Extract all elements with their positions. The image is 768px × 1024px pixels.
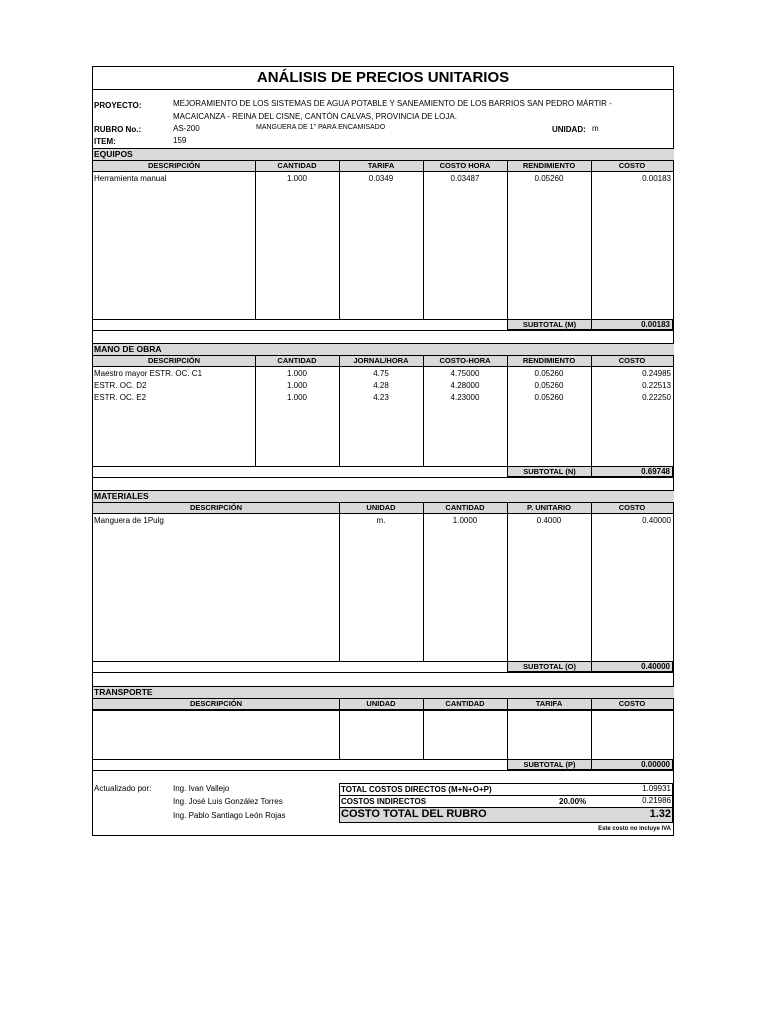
grid-line	[339, 503, 340, 661]
mano-obra-row-jornal: 4.28	[373, 381, 389, 390]
equipos-column-header	[93, 161, 673, 172]
grid-line	[339, 699, 340, 759]
total-rubro-value: 1.32	[649, 808, 671, 820]
mano-obra-row-rendimiento: 0.05260	[534, 369, 564, 378]
grid-line	[507, 503, 508, 673]
col-costo-hora: COSTO HORA	[439, 161, 491, 170]
rubro-label: RUBRO No.:	[94, 125, 142, 134]
rubro-value: AS-200	[173, 124, 200, 133]
col-costo: COSTO	[618, 161, 646, 170]
indirectos-percent: 20.00%	[559, 797, 587, 806]
mano-obra-row-descripcion: ESTR. OC. D2	[94, 381, 147, 390]
mano-obra-row-cantidad: 1.000	[286, 393, 308, 402]
equipos-row-descripcion: Herramienta manual	[94, 174, 167, 183]
equipos-row-rendimiento: 0.05260	[534, 174, 564, 183]
col-descripcion: DESCRIPCIÓN	[189, 503, 243, 512]
title-divider	[93, 89, 673, 90]
equipos-section-title: EQUIPOS	[93, 148, 674, 161]
row-divider	[93, 330, 673, 331]
equipos-row-cantidad: 1.000	[286, 174, 308, 183]
col-cantidad: CANTIDAD	[277, 356, 317, 365]
grid-line	[423, 161, 424, 319]
col-unidad: UNIDAD	[366, 503, 396, 512]
actualizado-label: Actualizado por:	[94, 784, 152, 793]
materiales-row-cantidad: 1.0000	[452, 516, 478, 525]
row-divider	[93, 672, 673, 673]
mano-obra-row-costo-hora: 4.23000	[450, 393, 480, 402]
mano-obra-row-rendimiento: 0.05260	[534, 381, 564, 390]
mano-obra-row-descripcion: ESTR. OC. E2	[94, 393, 147, 402]
col-cantidad: CANTIDAD	[445, 699, 485, 708]
total-directos-value: 1.09931	[642, 784, 671, 793]
transporte-section-title: TRANSPORTE	[93, 686, 674, 699]
row-divider	[93, 770, 673, 771]
equipos-subtotal-label: SUBTOTAL (M)	[507, 319, 592, 330]
page-title: ANÁLISIS DE PRECIOS UNITARIOS	[256, 69, 510, 86]
col-rendimiento: RENDIMIENTO	[522, 356, 576, 365]
materiales-row-descripcion: Manguera de 1Pulg	[94, 516, 164, 525]
price-analysis-sheet	[92, 66, 674, 836]
grid-line	[339, 161, 340, 319]
author-name: Ing. Pablo Santiago León Rojas	[173, 811, 286, 820]
col-costo: COSTO	[618, 356, 646, 365]
col-cantidad: CANTIDAD	[445, 503, 485, 512]
item-label: ITEM:	[94, 137, 116, 146]
rubro-description: MANGUERA DE 1" PARA ENCAMISADO	[256, 124, 386, 131]
mano-obra-subtotal-label: SUBTOTAL (N)	[507, 466, 592, 477]
grid-line	[423, 503, 424, 661]
equipos-row-costo-hora: 0.03487	[450, 174, 480, 183]
col-jornal-hora: JORNAL/HORA	[353, 356, 409, 365]
indirectos-value: 0.21986	[642, 796, 671, 805]
materiales-section-title: MATERIALES	[93, 490, 674, 503]
proyecto-line1: MEJORAMIENTO DE LOS SISTEMAS DE AGUA POTABLE Y SANEAMIENTO DE LOS BARRIOS SAN PEDRO MÁRTIR -	[173, 99, 612, 108]
total-rubro-label: COSTO TOTAL DEL RUBRO	[341, 808, 487, 820]
col-tarifa: TARIFA	[535, 699, 563, 708]
bottom-border	[93, 835, 673, 836]
grid-line	[591, 161, 592, 331]
grid-line	[507, 161, 508, 331]
col-costo-hora: COSTO-HORA	[439, 356, 491, 365]
col-costo: COSTO	[618, 503, 646, 512]
col-descripcion: DESCRIPCIÓN	[147, 161, 201, 170]
proyecto-label: PROYECTO:	[94, 101, 142, 110]
equipos-row-tarifa: 0.0349	[368, 174, 394, 183]
materiales-subtotal-value: 0.40000	[591, 661, 673, 672]
col-cantidad: CANTIDAD	[277, 161, 317, 170]
mano-obra-row-rendimiento: 0.05260	[534, 393, 564, 402]
mano-obra-row-cantidad: 1.000	[286, 369, 308, 378]
mano-obra-row-jornal: 4.23	[373, 393, 389, 402]
transporte-subtotal-label: SUBTOTAL (P)	[507, 759, 592, 770]
item-value: 159	[173, 136, 187, 145]
materiales-subtotal-label: SUBTOTAL (O)	[507, 661, 592, 672]
transporte-column-header	[93, 699, 673, 710]
col-descripcion: DESCRIPCIÓN	[189, 699, 243, 708]
mano-obra-row-cantidad: 1.000	[286, 381, 308, 390]
mano-obra-section-title: MANO DE OBRA	[93, 343, 674, 356]
proyecto-line2: MACAICANZA - REINA DEL CISNE, CANTÓN CALVAS, PROVINCIA DE LOJA.	[173, 112, 457, 121]
materiales-row-p-unitario: 0.4000	[536, 516, 562, 525]
equipos-row-costo: 0.00183	[642, 174, 671, 183]
total-directos-label: TOTAL COSTOS DIRECTOS (M+N+O+P)	[341, 785, 492, 794]
materiales-row-unidad: m.	[376, 516, 386, 525]
mano-obra-column-header	[93, 356, 673, 367]
mano-obra-row-costo-hora: 4.75000	[450, 369, 480, 378]
materiales-column-header	[93, 503, 673, 514]
row-divider	[93, 477, 673, 478]
col-descripcion: DESCRIPCIÓN	[147, 356, 201, 365]
col-tarifa: TARIFA	[367, 161, 395, 170]
mano-obra-row-costo: 0.22250	[642, 393, 671, 402]
col-costo: COSTO	[618, 699, 646, 708]
unidad-label: UNIDAD:	[552, 125, 586, 134]
mano-obra-row-costo-hora: 4.28000	[450, 381, 480, 390]
grid-line	[591, 503, 592, 673]
materiales-row-costo: 0.40000	[642, 516, 671, 525]
mano-obra-row-descripcion: Maestro mayor ESTR. OC. C1	[94, 369, 203, 378]
mano-obra-row-costo: 0.22513	[642, 381, 671, 390]
mano-obra-row-costo: 0.24985	[642, 369, 671, 378]
col-rendimiento: RENDIMIENTO	[522, 161, 576, 170]
iva-note: Este costo no incluye IVA	[598, 826, 671, 832]
row-divider	[93, 710, 673, 711]
author-name: Ing. Ivan Vallejo	[173, 784, 230, 793]
mano-obra-subtotal-value: 0.69748	[591, 466, 673, 477]
mano-obra-row-jornal: 4.75	[373, 369, 389, 378]
grid-line	[423, 699, 424, 759]
unidad-value: m	[592, 124, 599, 133]
col-unidad: UNIDAD	[366, 699, 396, 708]
transporte-subtotal-value: 0.00000	[591, 759, 673, 770]
author-name: Ing. José Luis González Torres	[173, 797, 283, 806]
equipos-subtotal-value: 0.00183	[591, 319, 673, 330]
indirectos-label: COSTOS INDIRECTOS	[341, 797, 427, 806]
grid-line	[255, 161, 256, 319]
col-p-unitario: P. UNITARIO	[527, 503, 571, 512]
